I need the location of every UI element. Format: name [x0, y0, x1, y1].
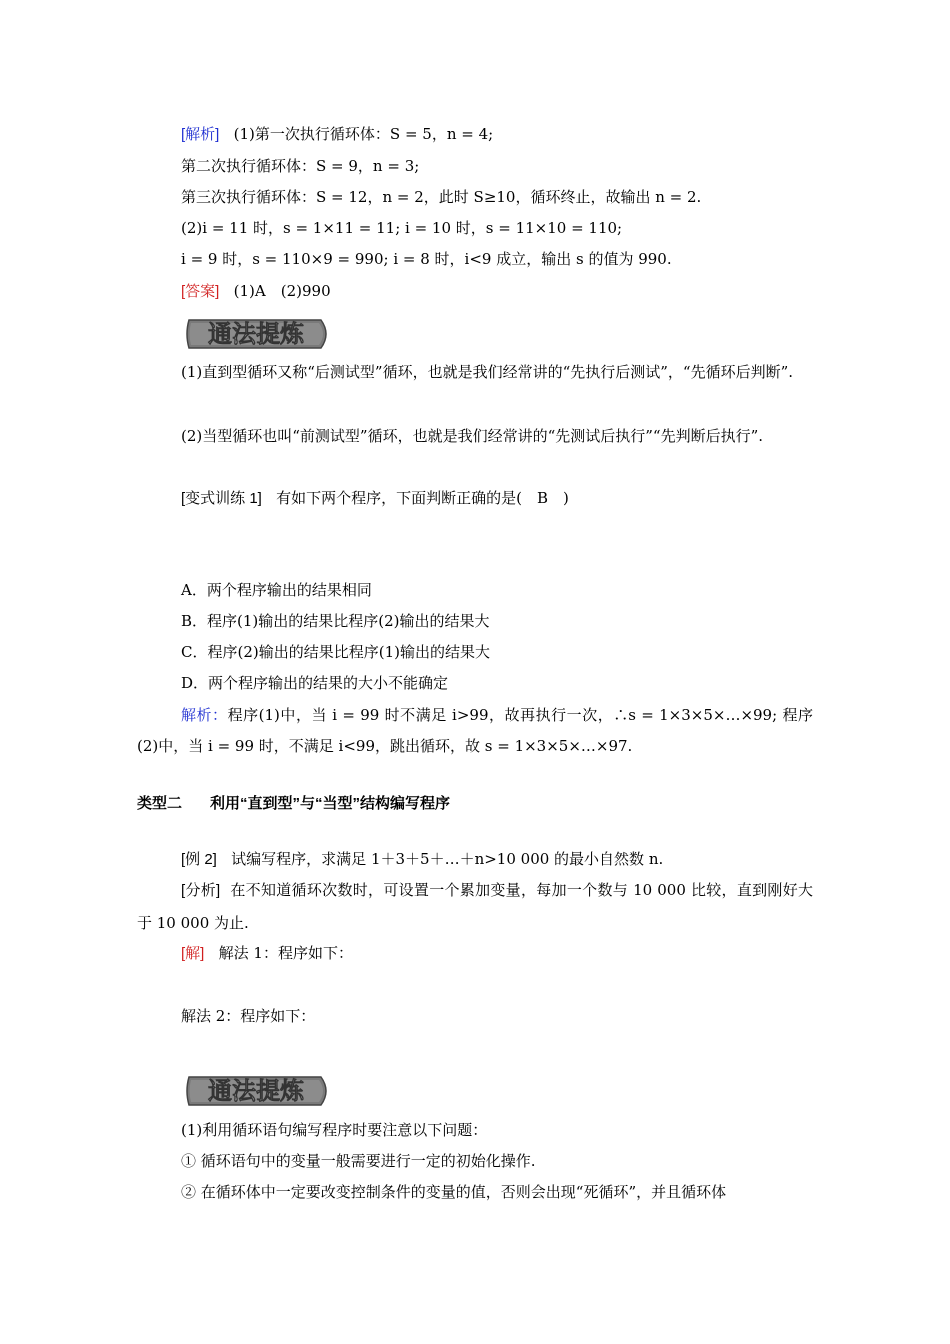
method2-line-2: ① 循环语句中的变量一般需要进行一定的初始化操作. [181, 1152, 536, 1170]
answer-text: (1)A (2)990 [233, 282, 331, 300]
analysis-line-4: (2)i = 11 时，s = 1×11 = 11; i = 10 时，s = 11×10 = 110; [181, 219, 623, 237]
method-badge-2 [181, 1071, 331, 1111]
exercise-question: 有如下两个程序，下面判断正确的是( B ) [276, 489, 569, 507]
example-line [181, 849, 663, 870]
option-b: B．程序(1)输出的结果比程序(2)输出的结果大 [181, 612, 490, 630]
exercise-analysis-tag: 解析： [181, 707, 228, 724]
example-tag: [例 2] [181, 851, 217, 868]
analysis-line-3: 第三次执行循环体：S = 12，n = 2，此时 S≥10，循环终止，故输出 n = 2. [181, 188, 702, 206]
analysis-text-1: (1)第一次执行循环体：S = 5，n = 4; [233, 125, 494, 143]
section-label: 类型二 [137, 795, 183, 812]
method2-line-3: ② 在循环体中一定要改变控制条件的变量的值，否则会出现“死循环”，并且循环体 [181, 1183, 727, 1201]
example-question: 试编写程序，求满足 1＋3＋5＋…＋n>10 000 的最小自然数 n. [231, 850, 664, 868]
example-analysis-text: 在不知道循环次数时，可设置一个累加变量，每加一个数与 10 000 比较，直到刚好大于 10 000 为止. [137, 881, 814, 932]
analysis-tag: [解析] [181, 126, 220, 143]
method-badge-label: 通法提炼 [208, 320, 304, 348]
exercise-analysis [137, 700, 813, 762]
solution-text-1: 解法 1：程序如下： [218, 944, 353, 962]
method-paragraph-1: (1)直到型循环又称“后测试型”循环，也就是我们经常讲的“先执行后测试”，“先循环后判断”. [181, 363, 794, 381]
method-badge-shape [181, 314, 331, 354]
analysis-line-1 [181, 124, 493, 145]
exercise-analysis-text: 程序(1)中，当 i = 99 时不满足 i>99，故再执行一次，∴s = 1×3×5×…×99; 程序(2)中，当 i = 99 时，不满足 i<99，跳出循环，故 s = 1×3×5×…×97. [137, 706, 813, 755]
method2-line-1: (1)利用循环语句编写程序时要注意以下问题： [181, 1121, 488, 1139]
section-title: 利用“直到型”与“当型”结构编写程序 [210, 795, 451, 812]
method-paragraph-2: (2)当型循环也叫“前测试型”循环，也就是我们经常讲的“先测试后执行”“先判断后执行”. [181, 427, 764, 445]
option-d: D．两个程序输出的结果的大小不能确定 [181, 674, 449, 692]
analysis-line-2: 第二次执行循环体：S = 9，n = 3; [181, 157, 420, 175]
answer-line [181, 281, 331, 302]
method-badge-2-label: 通法提炼 [208, 1077, 304, 1105]
option-c: C．程序(2)输出的结果比程序(1)输出的结果大 [181, 643, 490, 661]
method-badge-2-shape [181, 1071, 331, 1111]
exercise-line [181, 488, 569, 509]
method-badge [181, 314, 331, 354]
example-analysis [137, 874, 813, 939]
solution-line-1 [181, 943, 353, 964]
option-a: A．两个程序输出的结果相同 [181, 581, 372, 599]
exercise-tag: [变式训练 1] [181, 490, 262, 507]
solution-tag: [解] [181, 945, 205, 962]
answer-tag: [答案] [181, 283, 220, 300]
analysis-line-5: i = 9 时，s = 110×9 = 990; i = 8 时，i<9 成立，输出 s 的值为 990. [181, 250, 672, 268]
section-heading [137, 792, 450, 813]
example-analysis-tag: [分析] [181, 882, 221, 899]
solution-line-2: 解法 2：程序如下： [181, 1007, 316, 1025]
